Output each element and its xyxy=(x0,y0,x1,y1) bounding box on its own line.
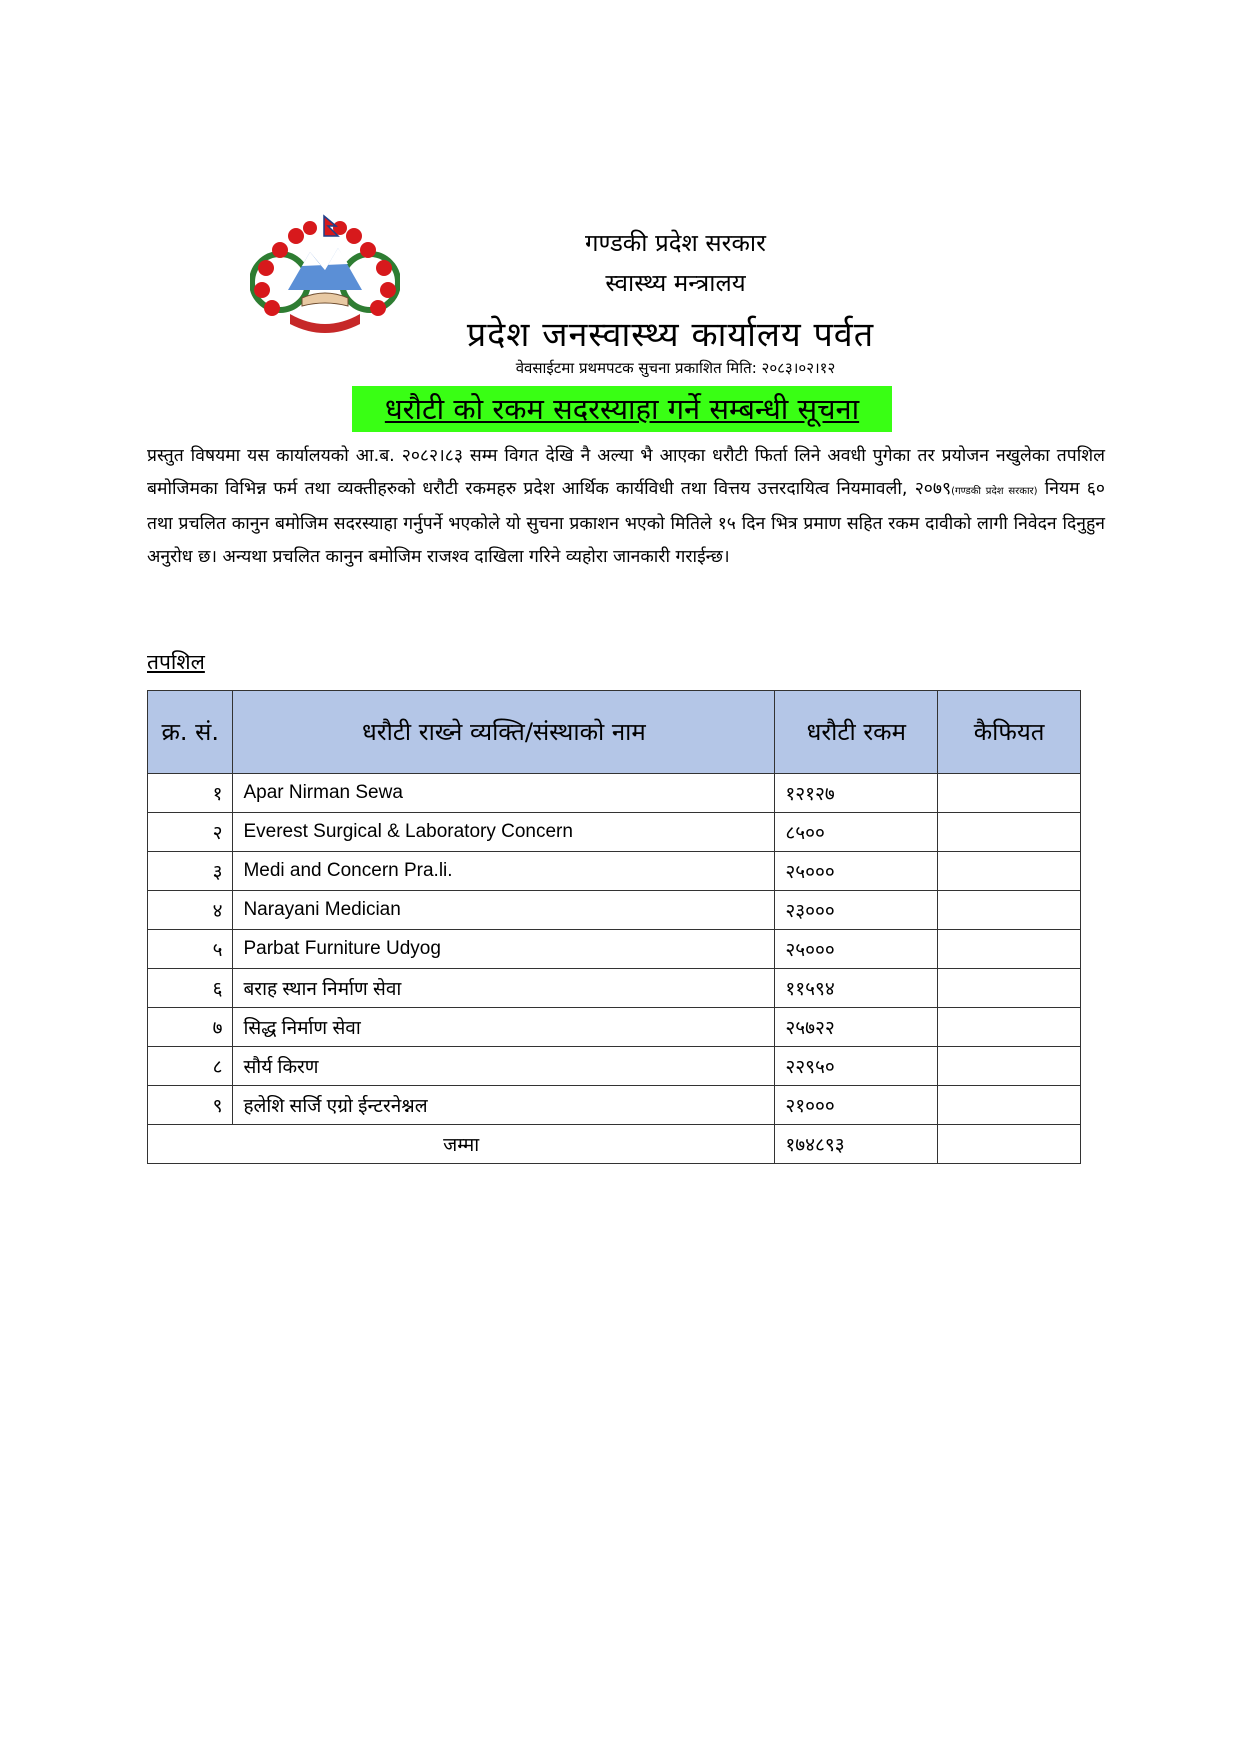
total-label: जम्मा xyxy=(148,1125,775,1164)
row-serial: ९ xyxy=(148,1086,233,1125)
ministry-name: स्वास्थ्य मन्त्रालय xyxy=(605,269,746,297)
header-remarks: कैफियत xyxy=(938,691,1081,774)
row-amount: २५००० xyxy=(775,852,938,891)
row-remarks xyxy=(938,774,1081,813)
office-name: प्रदेश जनस्वास्थ्य कार्यालय पर्वत xyxy=(466,315,875,355)
total-remarks xyxy=(938,1125,1081,1164)
row-name: Narayani Medician xyxy=(233,891,775,930)
table-header-row xyxy=(148,691,1081,774)
row-amount: १२१२७ xyxy=(775,774,938,813)
notice-body-part1: प्रस्तुत विषयमा यस कार्यालयको आ.ब. २०८२।८३ सम्म विगत देखि नै अल्या भै आएका धरौटी फिर्ता लिने अवधी पुगेका तर प्रयोजन नखुलेका तपशिल बमोजिमका विभिन्न फर्म तथा व्यक्तीहरुको धरौटी रकमहरु प्रदेश आर्थिक कार्यविधी तथा वित्तय उत्तरदायित्व नियमावली, २०७९ xyxy=(147,446,1105,499)
header-serial: क्र. सं. xyxy=(148,691,233,774)
table-total-row xyxy=(148,1125,1081,1164)
row-remarks xyxy=(938,1047,1081,1086)
details-label: तपशिल xyxy=(147,650,205,674)
row-serial: २ xyxy=(148,813,233,852)
table-row xyxy=(148,852,1081,891)
publish-date-note: वेवसाईटमा प्रथमपटक सुचना प्रकाशित मिति: २०८३।०२।१२ xyxy=(515,359,836,377)
row-remarks xyxy=(938,891,1081,930)
notice-body-part2: नियम ६० तथा प्रचलित कानुन बमोजिम सदरस्याहा गर्नुपर्ने भएकोले यो सुचना प्रकाशन भएको मितिले १५ दिन भित्र प्रमाण सहित रकम दावीको लागी निवेदन दिनुहुन अनुरोध छ। अन्यथा प्रचलित कानुन बमोजिम राजश्व दाखिला गरिने व्यहोरा जानकारी गराईन्छ। xyxy=(147,478,1106,567)
row-amount: ११५९४ xyxy=(775,969,938,1008)
table-row xyxy=(148,774,1081,813)
row-name: सिद्ध निर्माण सेवा xyxy=(233,1008,775,1047)
row-amount: २२९५० xyxy=(775,1047,938,1086)
row-serial: ४ xyxy=(148,891,233,930)
row-serial: ७ xyxy=(148,1008,233,1047)
row-serial: ६ xyxy=(148,969,233,1008)
row-name: Everest Surgical & Laboratory Concern xyxy=(233,813,775,852)
row-serial: ५ xyxy=(148,930,233,969)
notice-body-small: (गण्डकी प्रदेश सरकार) xyxy=(951,485,1038,497)
row-remarks xyxy=(938,852,1081,891)
row-remarks xyxy=(938,1008,1081,1047)
table-row xyxy=(148,930,1081,969)
row-serial: १ xyxy=(148,774,233,813)
deposit-table xyxy=(147,690,1081,1164)
row-amount: २१००० xyxy=(775,1086,938,1125)
row-remarks xyxy=(938,930,1081,969)
table-row xyxy=(148,1047,1081,1086)
row-remarks xyxy=(938,1086,1081,1125)
table-row xyxy=(148,891,1081,930)
row-serial: ८ xyxy=(148,1047,233,1086)
government-name: गण्डकी प्रदेश सरकार xyxy=(585,229,766,257)
row-name: Medi and Concern Pra.li. xyxy=(233,852,775,891)
row-name: Parbat Furniture Udyog xyxy=(233,930,775,969)
row-name: सौर्य किरण xyxy=(233,1047,775,1086)
table-row xyxy=(148,1008,1081,1047)
row-amount: २३००० xyxy=(775,891,938,930)
row-serial: ३ xyxy=(148,852,233,891)
header-amount: धरौटी रकम xyxy=(775,691,938,774)
row-name: हलेशि सर्जि एग्रो ईन्टरनेश्नल xyxy=(233,1086,775,1125)
row-amount: ८५०० xyxy=(775,813,938,852)
row-amount: २५००० xyxy=(775,930,938,969)
table-row xyxy=(148,969,1081,1008)
notice-title: धरौटी को रकम सदरस्याहा गर्ने सम्बन्धी सूचना xyxy=(352,386,892,432)
table-row xyxy=(148,1086,1081,1125)
row-remarks xyxy=(938,969,1081,1008)
row-amount: २५७२२ xyxy=(775,1008,938,1047)
notice-body xyxy=(147,440,1105,573)
row-name: Apar Nirman Sewa xyxy=(233,774,775,813)
row-remarks xyxy=(938,813,1081,852)
table-row xyxy=(148,813,1081,852)
header-name: धरौटी राख्ने व्यक्ति/संस्थाको नाम xyxy=(233,691,775,774)
row-name: बराह स्थान निर्माण सेवा xyxy=(233,969,775,1008)
total-amount: १७४८९३ xyxy=(775,1125,938,1164)
